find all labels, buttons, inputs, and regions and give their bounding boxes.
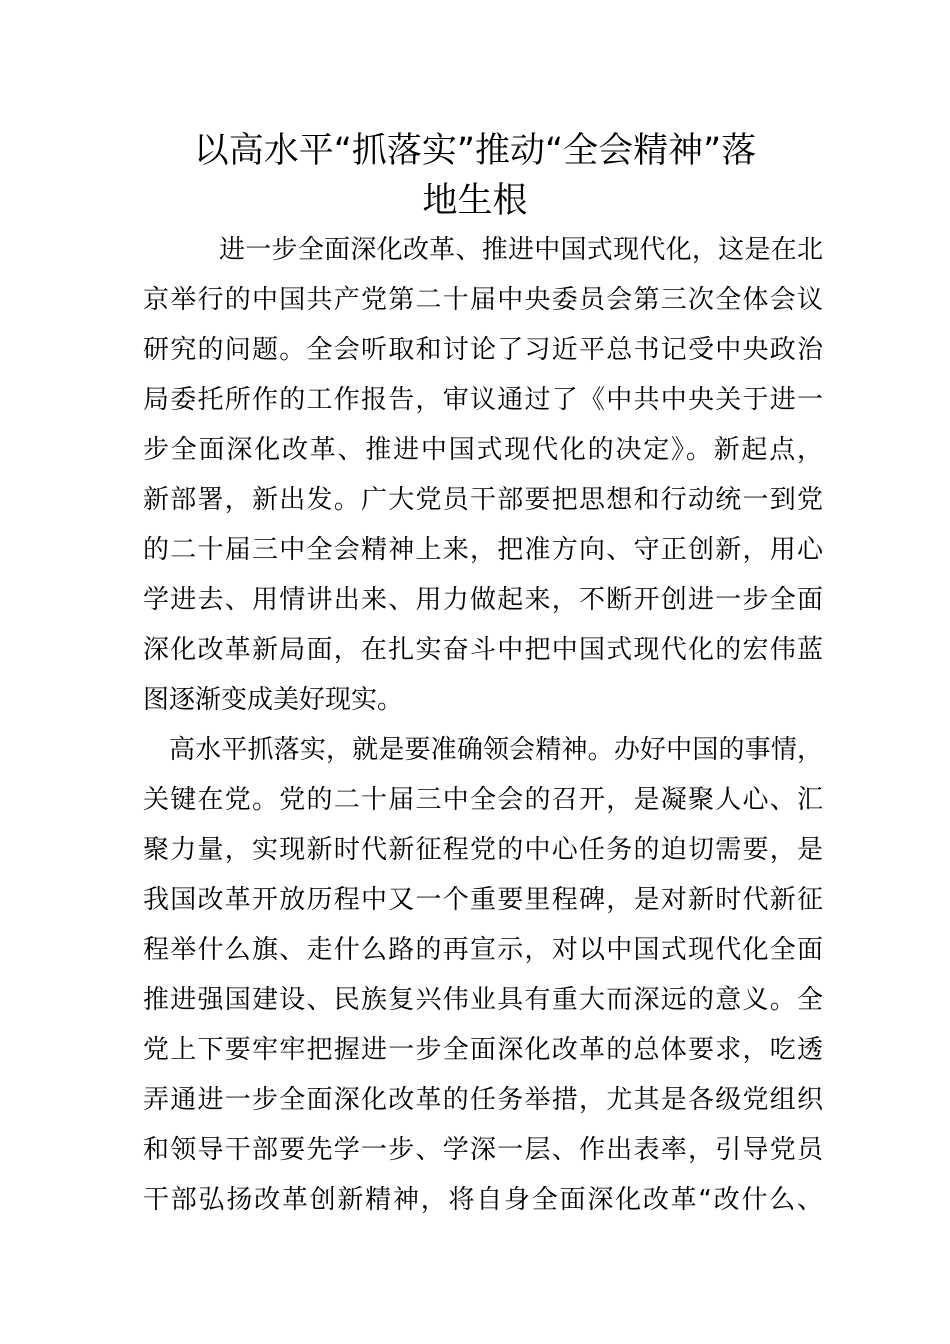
paragraph-line: 步全面深化改革、推进中国式现代化的决定》。新起点， (143, 435, 825, 465)
paragraph-line: 干部弘扬改革创新精神，将自身全面深化改革“改什么、 (143, 1185, 825, 1215)
paragraph-line: 学进去、用情讲出来、用力做起来，不断开创进一步全面 (143, 585, 825, 615)
paragraph-line: 和领导干部要先学一步、学深一层、作出表率，引导党员 (143, 1135, 825, 1165)
paragraph-line: 聚力量，实现新时代新征程党的中心任务的迫切需要，是 (143, 835, 825, 865)
paragraph-line: 我国改革开放历程中又一个重要里程碑，是对新时代新征 (143, 885, 825, 915)
paragraph-line: 程举什么旗、走什么路的再宣示，对以中国式现代化全面 (143, 935, 825, 965)
paragraph-line: 推进强国建设、民族复兴伟业具有重大而深远的意义。全 (143, 985, 825, 1015)
paragraph-line: 图逐渐变成美好现实。 (143, 685, 404, 715)
paragraph-line: 党上下要牢牢把握进一步全面深化改革的总体要求，吃透 (143, 1035, 825, 1065)
paragraph-line: 进一步全面深化改革、推进中国式现代化，这是在北 (219, 235, 824, 265)
paragraph-line: 局委托所作的工作报告，审议通过了《中共中央关于进一 (143, 385, 825, 415)
document-title-line-2: 地生根 (422, 181, 528, 221)
paragraph-line: 京举行的中国共产党第二十届中央委员会第三次全体会议 (143, 285, 825, 315)
paragraph-line: 弄通进一步全面深化改革的任务举措，尤其是各级党组织 (143, 1085, 825, 1115)
paragraph-line: 研究的问题。全会听取和讨论了习近平总书记受中央政治 (143, 335, 825, 365)
paragraph-line: 的二十届三中全会精神上来，把准方向、守正创新，用心 (143, 535, 825, 565)
paragraph-line: 深化改革新局面，在扎实奋斗中把中国式现代化的宏伟蓝 (143, 635, 825, 665)
paragraph-line: 关键在党。党的二十届三中全会的召开，是凝聚人心、汇 (143, 785, 825, 815)
document-title-line-1: 以高水平“抓落实”推动“全会精神”落 (193, 131, 757, 171)
paragraph-line: 高水平抓落实，就是要准确领会精神。办好中国的事情， (169, 735, 824, 765)
paragraph-line: 新部署，新出发。广大党员干部要把思想和行动统一到党 (143, 485, 825, 515)
